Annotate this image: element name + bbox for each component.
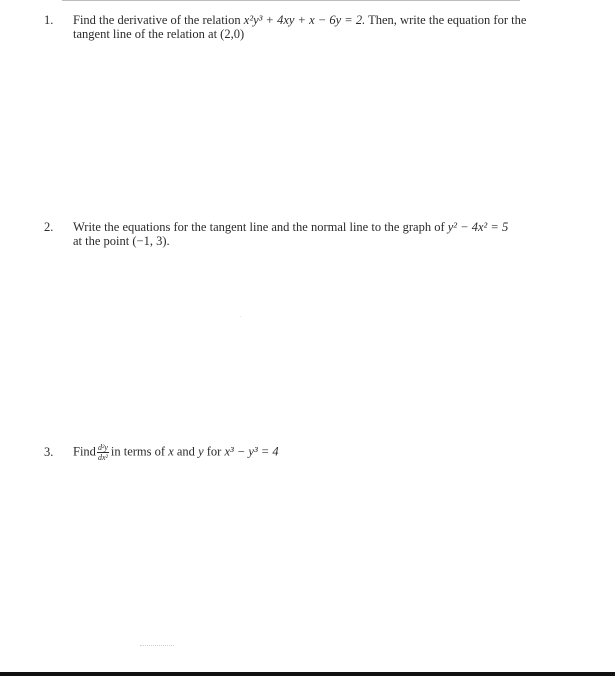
question-line-1: Find the derivative of the relation x²y³ + 4xy + x − 6y = 2. Then, write the equation for the <box>73 13 527 27</box>
page-bottom-edge <box>0 672 615 676</box>
question-line-2: at the point (−1, 3). <box>73 234 170 248</box>
question-number: 3. <box>44 445 54 459</box>
question-line-1: Find $\frac{\text{d²y}}{\text{dx²}}$ in terms of x and y for x³ − y³ = 4 <box>73 443 279 462</box>
equation: x³ − y³ = 4 <box>224 444 279 459</box>
question-number: 1. <box>44 13 54 27</box>
question-text <box>73 220 583 248</box>
top-divider <box>62 0 520 1</box>
question-number: 2. <box>44 220 54 234</box>
scan-speck <box>240 316 241 317</box>
scan-smudge <box>140 645 174 647</box>
second-derivative-fraction: $\frac{\text{d²y}}{\text{dx²}}$ <box>97 443 108 462</box>
question-text <box>73 13 583 41</box>
equation: y² − 4x² = 5 <box>447 220 509 234</box>
question-text <box>73 443 583 462</box>
question-line-1: Write the equations for the tangent line and the normal line to the graph of y² − 4x² = 5 <box>73 220 509 234</box>
question-line-2: tangent line of the relation at (2,0) <box>73 27 245 41</box>
equation: x²y³ + 4xy + x − 6y = 2. <box>243 13 366 27</box>
